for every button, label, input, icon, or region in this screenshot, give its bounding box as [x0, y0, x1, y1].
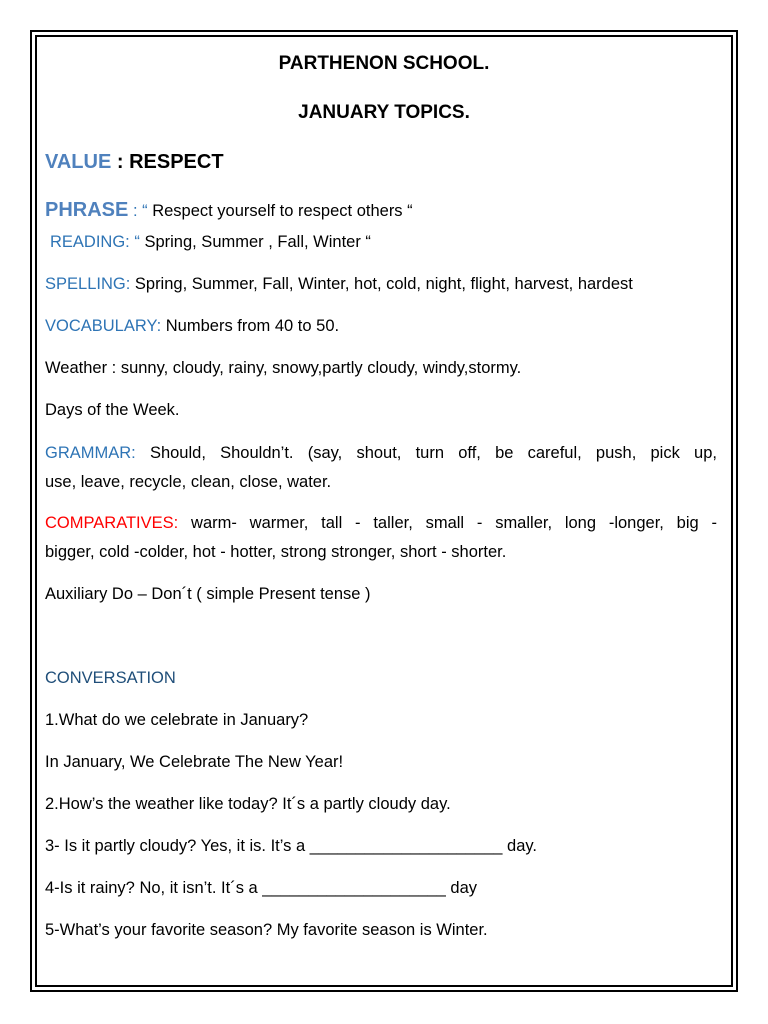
comparatives-line-2: bigger, cold -colder, hot - hotter, strong stronger, short - shorter. — [45, 543, 507, 561]
comparatives-label: COMPARATIVES: — [45, 514, 179, 532]
days-line: Days of the Week. — [45, 401, 180, 419]
conversation-heading: CONVERSATION — [45, 669, 176, 687]
spelling-label: SPELLING: — [45, 275, 131, 293]
reading-text: Spring, Summer , Fall, Winter “ — [139, 233, 371, 251]
grammar-line-2: use, leave, recycle, clean, close, water. — [45, 473, 332, 491]
phrase-sep: : “ — [128, 202, 148, 220]
topics-title: JANUARY TOPICS. — [298, 102, 470, 123]
grammar-line-1 — [45, 443, 717, 463]
auxiliary-line: Auxiliary Do – Don´t ( simple Present tense ) — [45, 585, 371, 603]
phrase-label: PHRASE — [45, 199, 129, 221]
phrase-text: Respect yourself to respect others “ — [147, 202, 413, 220]
weather-line: Weather : sunny, cloudy, rainy, snowy,partly cloudy, windy,stormy. — [45, 359, 522, 377]
vocabulary-line — [45, 316, 339, 336]
conversation-line-2: In January, We Celebrate The New Year! — [45, 753, 344, 771]
comparatives-line-1 — [45, 513, 717, 533]
spelling-line — [45, 274, 633, 294]
reading-sep: “ — [129, 233, 140, 251]
value-text: RESPECT — [129, 151, 224, 173]
vocabulary-label: VOCABULARY: — [45, 317, 162, 335]
grammar-text-1: Should, Shouldn’t. (say, shout, turn off, be careful, push, pick up, — [135, 444, 717, 462]
reading-line — [50, 232, 371, 252]
value-line — [45, 151, 224, 173]
value-sep: : — [111, 151, 130, 173]
vocabulary-text: Numbers from 40 to 50. — [161, 317, 340, 335]
conversation-line-6: 5-What’s your favorite season? My favorite season is Winter. — [45, 921, 488, 939]
grammar-label: GRAMMAR: — [45, 444, 136, 462]
comparatives-text-1: warm- warmer, tall - taller, small - smaller, long -longer, big - — [178, 514, 717, 532]
conversation-line-5: 4-Is it rainy? No, it isn’t. It´s a ____________________ day — [45, 879, 478, 897]
reading-label: READING: — [50, 233, 130, 251]
phrase-line — [45, 200, 413, 221]
spelling-text: Spring, Summer, Fall, Winter, hot, cold, night, flight, harvest, hardest — [130, 275, 633, 293]
value-label: VALUE — [45, 151, 112, 173]
school-title: PARTHENON SCHOOL. — [278, 53, 490, 74]
conversation-line-4: 3- Is it partly cloudy? Yes, it is. It’s a _____________________ day. — [45, 837, 537, 855]
conversation-line-1: 1.What do we celebrate in January? — [45, 711, 309, 729]
conversation-line-3: 2.How’s the weather like today? It´s a partly cloudy day. — [45, 795, 451, 813]
